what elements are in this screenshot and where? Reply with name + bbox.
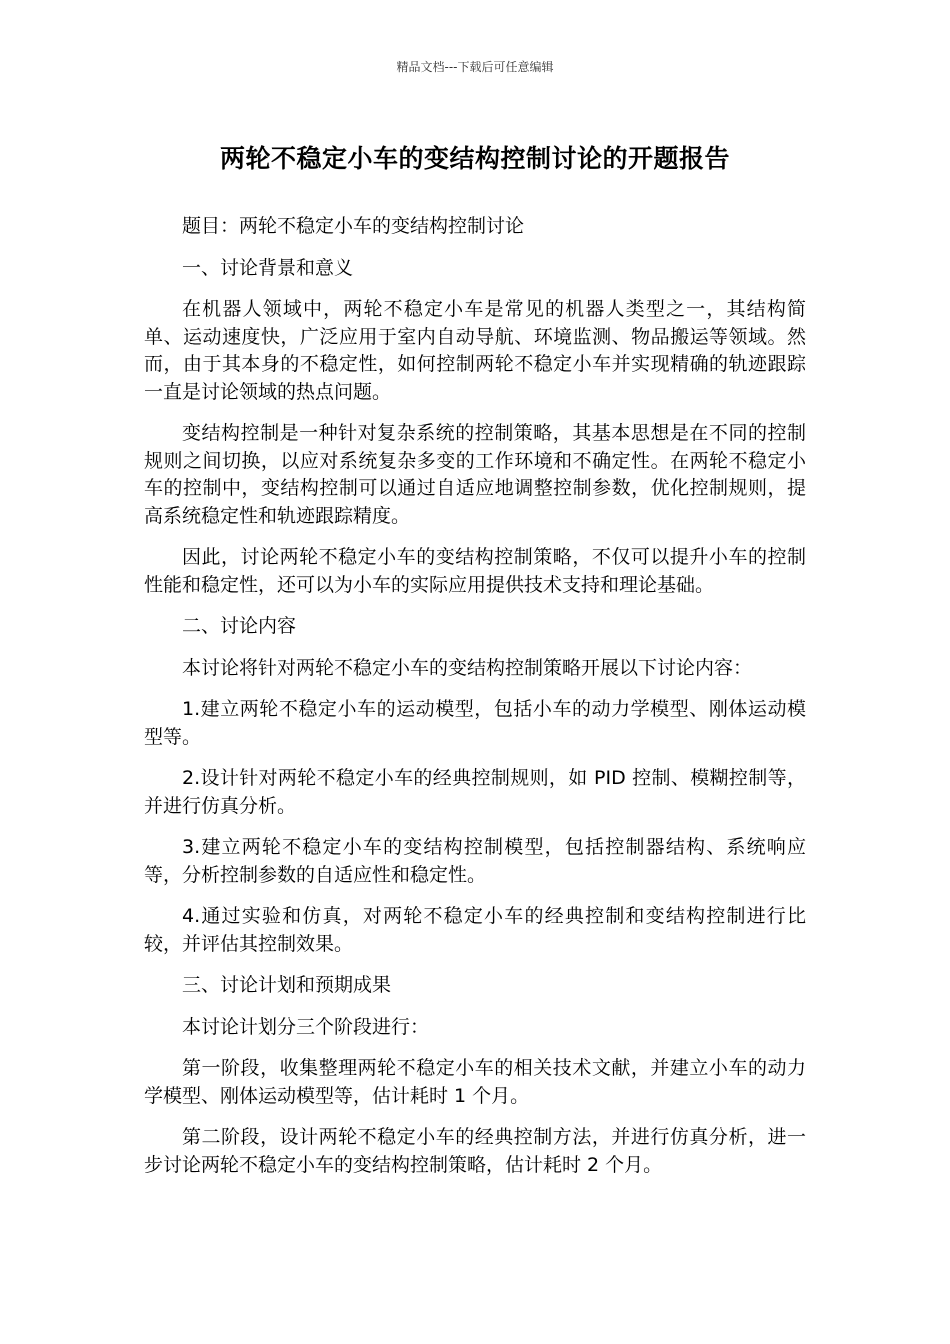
topic-line: 题目：两轮不稳定小车的变结构控制讨论 bbox=[182, 215, 525, 237]
list-item: 2.设计针对两轮不稳定小车的经典控制规则，如 PID 控制、模糊控制等，并进行仿真分析。 bbox=[144, 767, 806, 817]
document-title: 两轮不稳定小车的变结构控制讨论的开题报告 bbox=[219, 144, 730, 173]
paragraph: 因此，讨论两轮不稳定小车的变结构控制策略，不仅可以提升小车的控制性能和稳定性，还可以为小车的实际应用提供技术支持和理论基础。 bbox=[144, 546, 806, 596]
list-item: 4.通过实验和仿真，对两轮不稳定小车的经典控制和变结构控制进行比较，并评估其控制效果。 bbox=[144, 905, 806, 955]
list-item: 3.建立两轮不稳定小车的变结构控制模型，包括控制器结构、系统响应等，分析控制参数的自适应性和稳定性。 bbox=[144, 836, 806, 886]
paragraph: 本讨论将针对两轮不稳定小车的变结构控制策略开展以下讨论内容： bbox=[182, 656, 753, 679]
section-heading-2: 二、讨论内容 bbox=[182, 615, 297, 637]
paragraph: 第一阶段，收集整理两轮不稳定小车的相关技术文献，并建立小车的动力学模型、刚体运动模型等，估计耗时 1 个月。 bbox=[144, 1057, 806, 1107]
paragraph: 变结构控制是一种针对复杂系统的控制策略，其基本思想是在不同的控制规则之间切换，以应对系统复杂多变的工作环境和不确定性。在两轮不稳定小车的控制中，变结构控制可以通过自适应地调整控制参数，优化控制规则，提高系统稳定性和轨迹跟踪精度。 bbox=[144, 422, 806, 527]
header-note: 精品文档---下载后可任意编辑 bbox=[396, 60, 554, 74]
paragraph: 在机器人领域中，两轮不稳定小车是常见的机器人类型之一，其结构简单、运动速度快，广泛应用于室内自动导航、环境监测、物品搬运等领域。然而，由于其本身的不稳定性，如何控制两轮不稳定小车并实现精确的轨迹跟踪一直是讨论领域的热点问题。 bbox=[144, 298, 806, 403]
paragraph: 第二阶段，设计两轮不稳定小车的经典控制方法，并进行仿真分析，进一步讨论两轮不稳定小车的变结构控制策略，估计耗时 2 个月。 bbox=[144, 1126, 806, 1176]
document-body bbox=[144, 213, 806, 1193]
paragraph: 本讨论计划分三个阶段进行： bbox=[182, 1015, 430, 1038]
list-item: 1.建立两轮不稳定小车的运动模型，包括小车的动力学模型、刚体运动模型等。 bbox=[144, 698, 806, 748]
section-heading-3: 三、讨论计划和预期成果 bbox=[182, 974, 392, 996]
section-heading-1: 一、讨论背景和意义 bbox=[182, 256, 354, 279]
